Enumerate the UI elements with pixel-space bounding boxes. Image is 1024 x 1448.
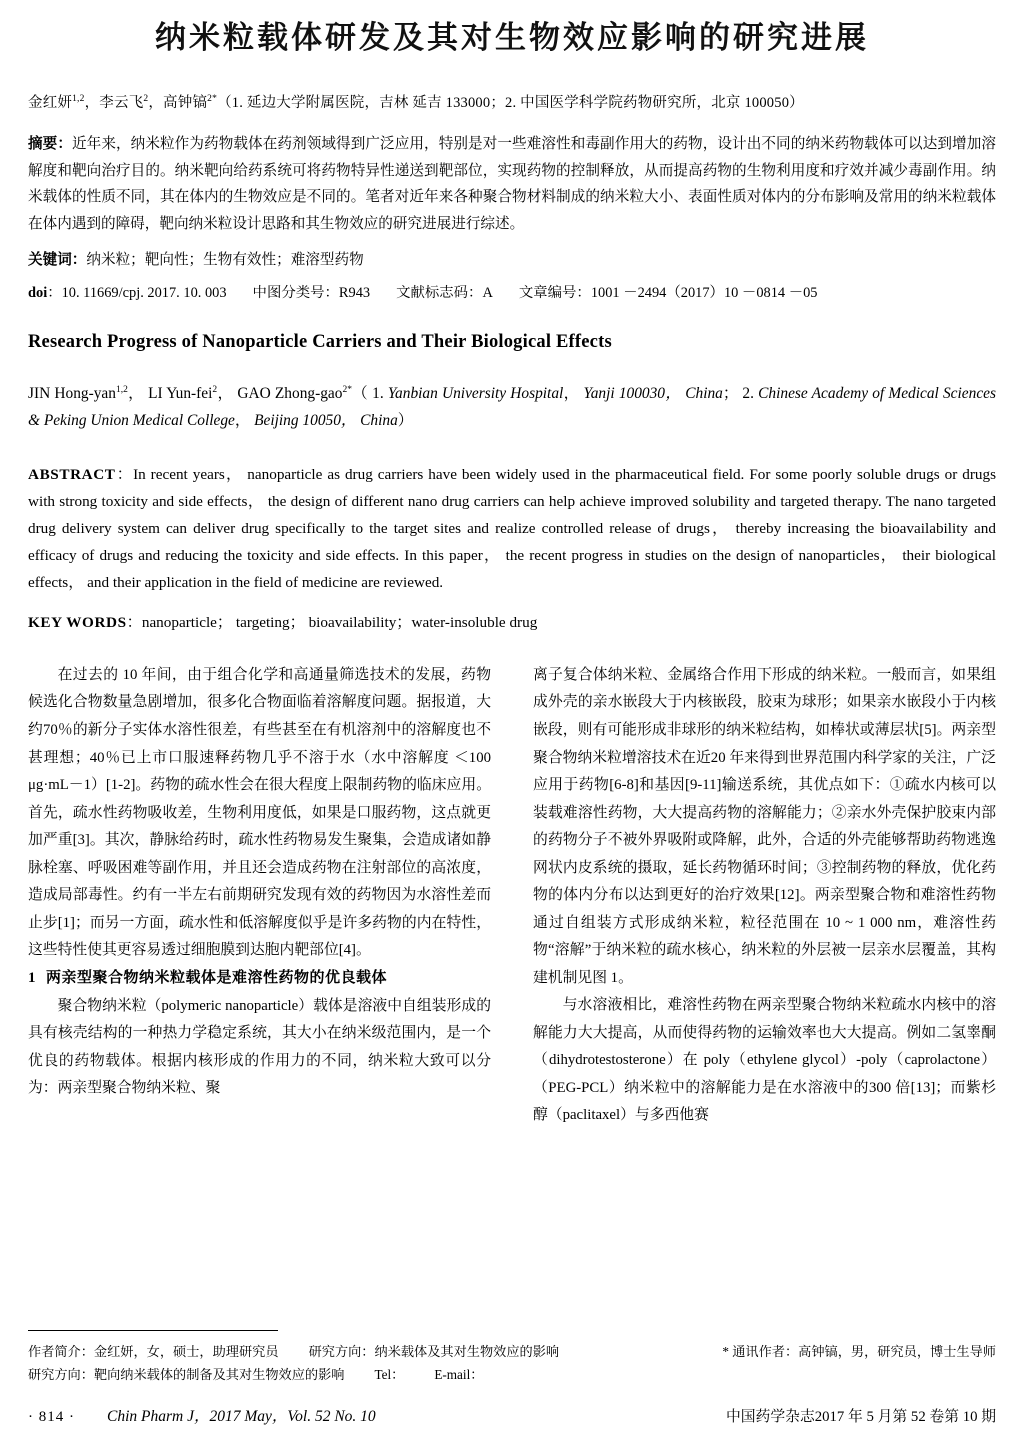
author-en-sep-2: ， GAO Zhong-gao bbox=[217, 384, 343, 402]
page-title-en: Research Progress of Nanoparticle Carriers and Their Biological Effects bbox=[28, 331, 612, 352]
abstract-en-text: In recent years， nanoparticle as drug carriers have been widely used in the pharmaceutical field. For some poorly soluble drugs or drugs with strong toxicity and side effects， the design of different nano drug carriers can help achieve improved solubility and targeted therapy. The nano targeted drug delivery system can deliver drug specifically to the target sites and realize controlled release of drugs， thereby increasing the bioavailability and efficacy of drugs and reducing the toxicity and side effects. In this paper， the recent progress in studies on the design of nanoparticles， their biological effects， and their application in the field of medicine are reviewed. bbox=[28, 465, 996, 592]
keywords-en bbox=[28, 610, 996, 636]
body-columns bbox=[28, 662, 996, 1130]
affiliation-en-i4: Beijing 10050， China bbox=[254, 411, 398, 429]
page-title-cn: 纳米粒载体研发及其对生物效应影响的研究进展 bbox=[155, 20, 869, 56]
author-name-3: ，高钟镐 bbox=[148, 94, 208, 111]
column-left bbox=[28, 662, 491, 1130]
author-bio: 作者简介：金红妍，女，硕士，助理研究员 bbox=[28, 1344, 279, 1359]
affiliation-en-b: ， bbox=[563, 384, 584, 402]
paragraph: 在过去的 10 年间，由于组合化学和高通量筛选技术的发展，药物候选化合物数量急剧增加，很多化合物面临着溶解度问题。据报道，大约70％的新分子实体水溶性很差，有些甚至在有机溶剂中的溶解度也不甚理想；40％已上市口服速释药物几乎不溶于水（水中溶解度 ＜100 μg·mL－1）[1-2]。药物的疏水性会在很大程度上限制药物的临床应用。首先，疏水性药物吸收差，生物利用度低，如果是口服药物，这点就更加严重[3]。其次，静脉给药时，疏水性药物易发生聚集，会造成诸如静脉栓塞、呼吸困难等副作用，并且还会造成药物在注射部位的高浓度，造成局部毒性。约有一半左右前期研究发现有效的药物因为水溶性差而止步[1]；而另一方面，疏水性和低溶解度似乎是许多药物的内在特性，这些特性使其更容易透过细胞膜到达胞内靶部位[4]。 bbox=[28, 666, 491, 959]
paper-content bbox=[28, 10, 996, 1130]
affiliation-en-e: ） bbox=[397, 411, 414, 429]
keywords-cn-text: 纳米粒；靶向性；生物有效性；难溶型药物 bbox=[86, 252, 364, 269]
clc-field bbox=[253, 281, 371, 305]
affiliation-en-c: ； 2. bbox=[722, 384, 759, 402]
page-number: · 814 · bbox=[28, 1409, 75, 1425]
affiliation-cn: （1. 延边大学附属医院，吉林 延吉 133000；2. 中国医学科学院药物研究所，北京 100050） bbox=[217, 94, 804, 111]
footnote-divider bbox=[28, 1330, 278, 1331]
keywords-cn bbox=[28, 247, 996, 273]
keywords-en-label: KEY WORDS bbox=[28, 614, 127, 632]
author-en-1: JIN Hong-yan bbox=[28, 384, 116, 402]
clc-label: 中图分类号： bbox=[252, 285, 339, 302]
article-id-value: 1001 －2494（2017）10 －0814 －05 bbox=[590, 285, 818, 302]
metadata-line bbox=[28, 281, 996, 305]
article-id-field bbox=[519, 281, 818, 305]
research-direction-1: 研究方向：纳米载体及其对生物效应的影响 bbox=[308, 1344, 560, 1359]
abstract-en-label: ABSTRACT bbox=[28, 465, 116, 483]
author-en-sup-1: 1,2 bbox=[115, 384, 128, 395]
author-name-1: 金红妍 bbox=[28, 94, 73, 111]
doi-label: doi bbox=[28, 285, 48, 302]
authors-cn bbox=[28, 92, 996, 115]
author-en-sup-2: 2 bbox=[212, 384, 218, 395]
tel-label: Tel： bbox=[374, 1367, 405, 1383]
research-direction-2: 研究方向：靶向纳米载体的制备及其对生物效应的影响 bbox=[28, 1367, 345, 1383]
keywords-en-sep: ： bbox=[126, 614, 142, 632]
author-en-sup-3: 2* bbox=[342, 384, 352, 395]
footnote-row-1 bbox=[28, 1340, 996, 1363]
journal-citation-cn: 中国药学杂志2017 年 5 月第 52 卷第 10 期 bbox=[725, 1409, 996, 1425]
affiliation-en-i1: Yanbian University Hospital bbox=[387, 384, 564, 402]
abstract-cn bbox=[28, 131, 996, 237]
corresponding-author: * 通讯作者：高钟镐，男，研究员，博士生导师 bbox=[722, 1344, 996, 1359]
author-name-2: ，李云飞 bbox=[84, 94, 144, 111]
doi-field bbox=[28, 281, 227, 305]
paragraph: 离子复合体纳米粒、金属络合作用下形成的纳米粒。一般而言，如果组成外壳的亲水嵌段大于内核嵌段，胶束为球形；如果亲水嵌段小于内核嵌段，则有可能形成非球形的纳米粒结构，如棒状或薄层状[5]。两亲型聚合物纳米粒增溶技术在近20 年来得到世界范围内科学家的关注，广泛应用于药物[6-8]和基因[9-11]输送系统，其优点如下：①疏水内核可以装载难溶性药物，大大提高药物的溶解能力；②亲水外壳保护胶束内部的药物分子不被外界吸附或降解，此外，合适的外壳能够帮助药物逃逸网状内皮系统的摄取，延长药物循环时间；③控制药物的释放，优化药物的体内分布以达到更好的治疗效果[12]。两亲型聚合物和难溶性药物通过自组装方式形成纳米粒，粒径范围在 10 ~ 1 000 nm，难溶性药物“溶解”于纳米粒的疏水核心，纳米粒的外层被一层亲水层覆盖，其构建机制见图 1。 bbox=[533, 666, 996, 986]
abstract-cn-label: 摘要： bbox=[28, 136, 73, 153]
paragraph: 聚合物纳米粒（polymeric nanoparticle）载体是溶液中自组装形成的具有核壳结构的一种热力学稳定系统，其大小在纳米级范围内，是一个优良的药物载体。根据内核形成的作用力的不同，纳米粒大致可以分为：两亲型聚合物纳米粒、聚 bbox=[28, 997, 491, 1097]
affiliation-en-i3: Chinese Academy of Medical Sciences & Peking Union Medical College bbox=[28, 384, 996, 429]
author-sup-2: 2 bbox=[143, 94, 149, 105]
abstract-cn-text: 近年来，纳米粒作为药物载体在药剂领域得到广泛应用，特别是对一些难溶性和毒副作用大的药物，设计出不同的纳米药物载体可以达到增加溶解度和靶向治疗目的。纳米靶向给药系统可将药物特异性递送到靶部位，实现药物的控制释放，从而提高药物的生物利用度和疗效并减少毒副作用。纳米载体的性质不同，其在体内的生物效应是不同的。笔者对近年来各种聚合物材料制成的纳米粒大小、表面性质对体内的分布影响及常用的纳米粒载体在体内遇到的障碍，靶向纳米粒设计思路和其生物效应的研究进展进行综述。 bbox=[28, 136, 996, 232]
keywords-en-text: nanoparticle； targeting； bioavailability；water-insoluble drug bbox=[141, 614, 538, 632]
affiliation-en-a: （ 1. bbox=[351, 384, 388, 402]
affiliation-en-i2: Yanji 100030， China bbox=[583, 384, 723, 402]
email-label: E-mail： bbox=[434, 1367, 484, 1383]
doc-code-field bbox=[396, 281, 493, 305]
abstract-en-sep: ： bbox=[115, 465, 134, 483]
page-footer bbox=[28, 1404, 996, 1426]
abstract-en bbox=[28, 461, 996, 596]
journal-citation-en: Chin Pharm J，2017 May，Vol. 52 No. 10 bbox=[107, 1408, 376, 1425]
doi-value: ：10. 11669/cpj. 2017. 10. 003 bbox=[47, 285, 227, 302]
footnotes bbox=[28, 1340, 996, 1386]
column-right bbox=[533, 662, 996, 1130]
author-sup-3: 2* bbox=[207, 94, 218, 105]
clc-value: R943 bbox=[338, 285, 371, 302]
footnote-row-2 bbox=[28, 1363, 996, 1386]
author-en-sep-1: ， LI Yun-fei bbox=[127, 384, 213, 402]
author-sup-1: 1,2 bbox=[72, 94, 85, 105]
authors-en bbox=[28, 381, 996, 435]
article-id-label: 文章编号： bbox=[518, 285, 591, 302]
affiliation-en-d: ， bbox=[234, 411, 255, 429]
keywords-cn-label: 关键词： bbox=[28, 252, 87, 269]
section-number: 1 bbox=[28, 969, 36, 986]
section-heading bbox=[28, 965, 491, 993]
paragraph: 与水溶液相比，难溶性药物在两亲型聚合物纳米粒疏水内核中的溶解能力大大提高，从而使得药物的运输效率也大大提高。例如二氢睾酮（dihydrotestosterone）在 poly（ethylene glycol）-poly（caprolactone）（PEG-PCL）纳米粒中的溶解能力是在水溶液中的300 倍[13]；而紫杉醇（paclitaxel）与多西他赛 bbox=[533, 997, 996, 1124]
doc-code-label: 文献标志码： bbox=[396, 285, 483, 302]
doc-code-value: A bbox=[482, 285, 493, 302]
section-title: 两亲型聚合物纳米粒载体是难溶性药物的优良载体 bbox=[46, 969, 388, 986]
